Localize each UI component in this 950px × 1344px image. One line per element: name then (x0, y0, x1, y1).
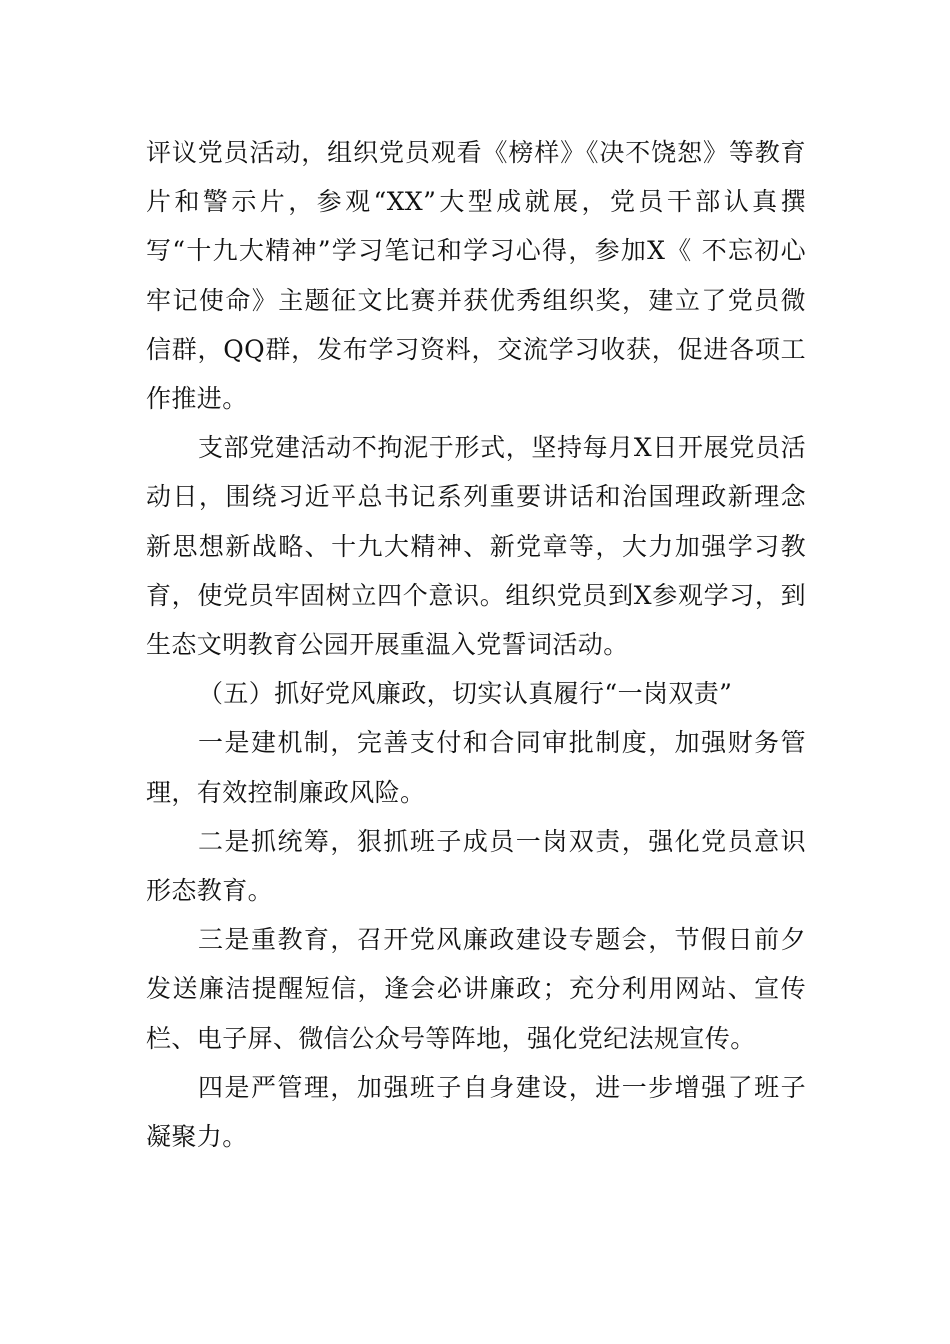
paragraph-point-four (146, 1063, 806, 1161)
text-line: 形态教育。 (146, 876, 274, 906)
paragraph-activities-continued (146, 128, 806, 423)
heading-text: （五）抓好党风廉政，切实认真履行“一岗双责” (198, 679, 733, 709)
text-line: 二是抓统筹，狠抓班子成员一岗双责，强化党员意识 (198, 826, 806, 856)
text-line: 四是严管理，加强班子自身建设，进一步增强了班子 (198, 1072, 806, 1102)
text-line: 新思想新战略、十九大精神、新党章等，大力加强学习教 (146, 531, 806, 561)
text-line: 栏、电子屏、微信公众号等阵地，强化党纪法规宣传。 (146, 1023, 756, 1053)
text-line: 支部党建活动不拘泥于形式，坚持每月X日开展党员活 (198, 433, 806, 463)
text-line: 微信群，QQ群，发布学习资料，交流学习收获，促进各项 (146, 285, 806, 364)
paragraph-point-two (146, 817, 806, 915)
text-line: 写“十九大精神”学习笔记和学习心得，参加X《 不忘初 (146, 236, 781, 266)
text-line: 育片和警示片，参观“XX”大型成就展，党员干部认真撰 (146, 138, 806, 217)
text-line: 心 牢记使命》主题征文比赛并获优秀组织奖，建立了党员 (146, 236, 806, 315)
text-line: 发送廉洁提醒短信，逢会必讲廉政；充分利用网站、宣传 (146, 974, 806, 1004)
document-body (146, 128, 806, 1161)
text-line: 理，有效控制廉政风险。 (146, 777, 426, 807)
paragraph-point-one (146, 718, 806, 816)
text-line: 一是建机制，完善支付和合同审批制度，加强财务管 (198, 728, 806, 758)
paragraph-point-three (146, 915, 806, 1063)
text-line: 生态文明教育公园开展重温入党誓词活动。 (146, 630, 629, 660)
text-line: 动日，围绕习近平总书记系列重要讲话和治国理政新理念 (146, 482, 806, 512)
section-heading-five (146, 669, 806, 718)
text-line: 凝聚力。 (146, 1122, 248, 1152)
text-line: 三是重教育，召开党风廉政建设专题会，节假日前夕 (198, 925, 806, 955)
paragraph-branch-activities (146, 423, 806, 669)
text-line: 工作推进。 (146, 334, 806, 414)
text-line: 育，使党员牢固树立四个意识。组织党员到X参观学习，到 (146, 580, 806, 610)
text-line: 评议党员活动，组织党员观看《榜样》《决不饶恕》等教 (146, 138, 781, 167)
